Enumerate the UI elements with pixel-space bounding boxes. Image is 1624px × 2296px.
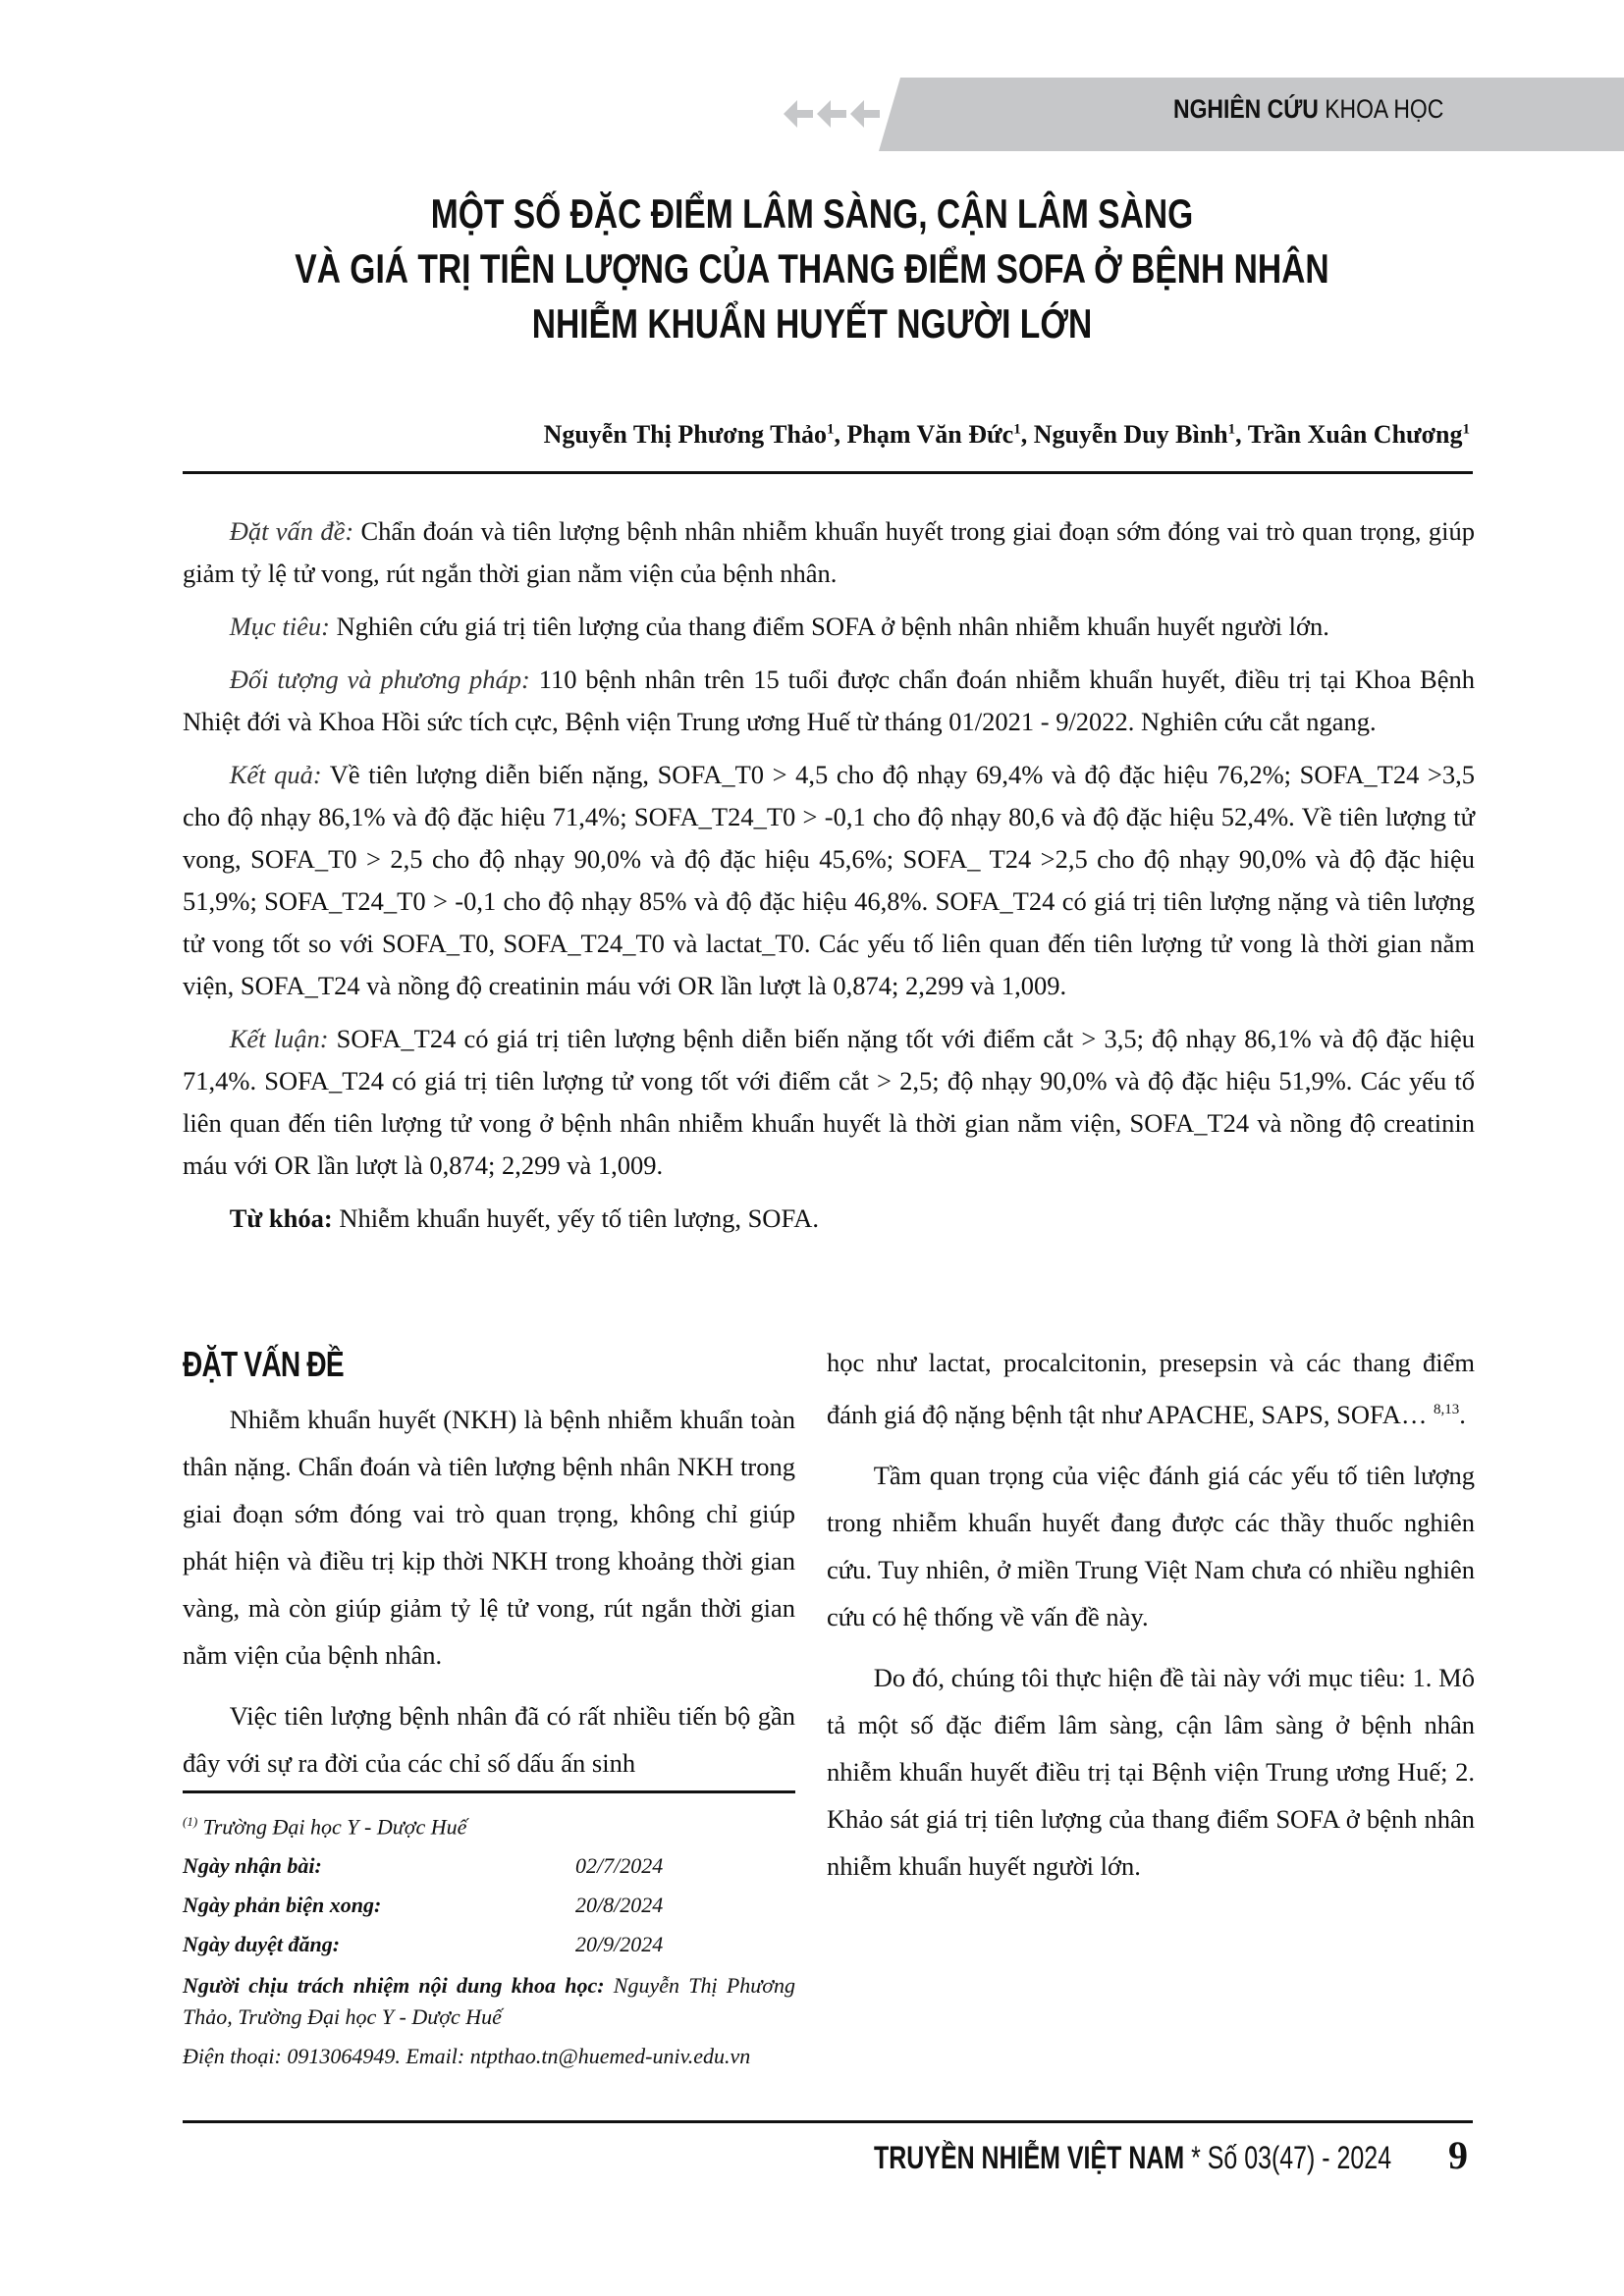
section-label: NGHIÊN CỨU KHOA HỌC	[1173, 94, 1444, 124]
contact-info: Điện thoại: 0913064949. Email: ntpthao.tn@huemed-univ.edu.vn	[183, 2044, 751, 2069]
right-column	[827, 1339, 1475, 1903]
decorative-arrows	[784, 98, 880, 130]
body-paragraph: Tầm quan trọng của việc đánh giá các yếu tố tiên lượng trong nhiễm khuẩn huyết đang được các thầy thuốc nghiên cứu. Tuy nhiên, ở miền Trung Việt Nam chưa có nhiều nghiên cứu có hệ thống về vấn đề này.	[827, 1460, 1475, 1631]
date-row: Ngày nhận bài: 02/7/2024	[183, 1853, 664, 1879]
article-title	[0, 187, 1624, 351]
journal-footer: TRUYỀN NHIỄM VIỆT NAM * Số 03(47) - 2024	[874, 2140, 1392, 2175]
keywords: Từ khóa: Nhiễm khuẩn huyết, yếy tố tiên lượng, SOFA.	[229, 1203, 819, 1233]
page-number: 9	[1448, 2133, 1468, 2177]
section-heading: ĐẶT VẤN ĐỀ	[183, 1344, 344, 1384]
abstract-paragraph: Kết luận: SOFA_T24 có giá trị tiên lượng bệnh diễn biến nặng tốt với điểm cắt > 3,5; độ nhạy 86,1% và độ đặc hiệu 71,4%. SOFA_T24 có giá trị tiên lượng tử vong tốt với điểm cắt > 2,5; độ nhạy 90,0% và độ đặc hiệu 51,9%. Các yếu tố liên quan đến tiên lượng tử vong ở bệnh nhân nhiễm khuẩn huyết là thời gian nằm viện, SOFA_T24 và nồng độ creatinin máu với OR lần lượt là 0,874; 2,299 và 1,009.	[183, 1024, 1475, 1180]
abstract	[183, 510, 1475, 1251]
responsible-author: Người chịu trách nhiệm nội dung khoa học: Nguyễn Thị Phương Thảo, Trường Đại học Y - Dược Huế	[183, 1973, 795, 2030]
body-paragraph: học như lactat, procalcitonin, presepsin và các thang điểm đánh giá độ nặng bệnh tật như APACHE, SAPS, SOFA… $^{8,13}$.	[827, 1348, 1475, 1429]
footnote	[183, 1802, 795, 2076]
title-line: MỘT SỐ ĐẶC ĐIỂM LÂM SÀNG, CẬN LÂM SÀNG	[430, 190, 1194, 237]
body-paragraph: Nhiễm khuẩn huyết (NKH) là bệnh nhiễm khuẩn toàn thân nặng. Chẩn đoán và tiên lượng bệnh nhân NKH trong giai đoạn sớm đóng vai trò quan trọng, không chỉ giúp phát hiện và điều trị kịp thời NKH trong khoảng thời gian vàng, mà còn giúp giảm tỷ lệ tử vong, rút ngắn thời gian nằm viện của bệnh nhân.	[183, 1405, 795, 1670]
abstract-paragraph: Kết quả: Về tiên lượng diễn biến nặng, SOFA_T0 > 4,5 cho độ nhạy 69,4% và độ đặc hiệu 76,2%; SOFA_T24 >3,5 cho độ nhạy 86,1% và độ đặc hiệu 71,4%; SOFA_T24_T0 > -0,1 cho độ nhạy 80,6 và độ đặc hiệu 52,4%. Về tiên lượng tử vong, SOFA_T0 > 2,5 cho độ nhạy 90,0% và độ đặc hiệu 45,6%; SOFA_ T24 >2,5 cho độ nhạy 90,0% và độ đặc hiệu 51,9%; SOFA_T24_T0 > -0,1 cho độ nhạy 85% và độ đặc hiệu 46,8%. SOFA_T24 có giá trị tiên lượng nặng và tiên lượng tử vong tốt so với SOFA_T0, SOFA_T24_T0 và lactat_T0. Các yếu tố liên quan đến tiên lượng tử vong là thời gian nằm viện, SOFA_T24 và nồng độ creatinin máu với OR lần lượt là 0,874; 2,299 và 1,009.	[183, 760, 1476, 1000]
abstract-paragraph: Đặt vấn đề: Chẩn đoán và tiên lượng bệnh nhân nhiễm khuẩn huyết trong giai đoạn sớm đóng vai trò quan trọng, giúp giảm tỷ lệ tử vong, rút ngắn thời gian nằm viện của bệnh nhân.	[183, 516, 1475, 588]
abstract-paragraph: Mục tiêu: Nghiên cứu giá trị tiên lượng của thang điểm SOFA ở bệnh nhân nhiễm khuẩn huyết người lớn.	[229, 612, 1329, 641]
footer-divider	[183, 2120, 1473, 2123]
date-row: Ngày phản biện xong: 20/8/2024	[183, 1893, 664, 1918]
arrow-left-icon	[817, 98, 846, 130]
body-paragraph: Việc tiên lượng bệnh nhân đã có rất nhiều tiến bộ gần đây với sự ra đời của các chỉ số dấu ấn sinh	[183, 1701, 795, 1778]
date-row: Ngày duyệt đăng: 20/9/2024	[183, 1932, 664, 1957]
arrow-left-icon	[784, 98, 813, 130]
affiliation: $^{(1)}$ Trường Đại học Y - Dược Huế	[183, 1814, 467, 1840]
body-paragraph: Do đó, chúng tôi thực hiện đề tài này với mục tiêu: 1. Mô tả một số đặc điểm lâm sàng, cận lâm sàng ở bệnh nhân nhiễm khuẩn huyết điều trị tại Bệnh viện Trung ương Huế; 2. Khảo sát giá trị tiên lượng của thang điểm SOFA ở bệnh nhân nhiễm khuẩn huyết người lớn.	[827, 1662, 1475, 1881]
divider	[183, 471, 1473, 474]
left-column	[183, 1341, 795, 1800]
title-line: VÀ GIÁ TRỊ TIÊN LƯỢNG CỦA THANG ĐIỂM SOFA Ở BỆNH NHÂN	[295, 245, 1329, 292]
footnote-divider	[183, 1790, 795, 1793]
arrow-left-icon	[850, 98, 880, 130]
author-list: Nguyễn Thị Phương Thảo$^1$, Phạm Văn Đức$^1$, Nguyễn Duy Bình$^1$, Trần Xuân Chương$^1$	[543, 420, 1470, 449]
title-line: NHIỄM KHUẨN HUYẾT NGƯỜI LỚN	[531, 300, 1093, 347]
abstract-paragraph: Đối tượng và phương pháp: 110 bệnh nhân trên 15 tuổi được chẩn đoán nhiễm khuẩn huyết, điều trị tại Khoa Bệnh Nhiệt đới và Khoa Hồi sức tích cực, Bệnh viện Trung ương Huế từ tháng 01/2021 - 9/2022. Nghiên cứu cắt ngang.	[183, 665, 1475, 736]
